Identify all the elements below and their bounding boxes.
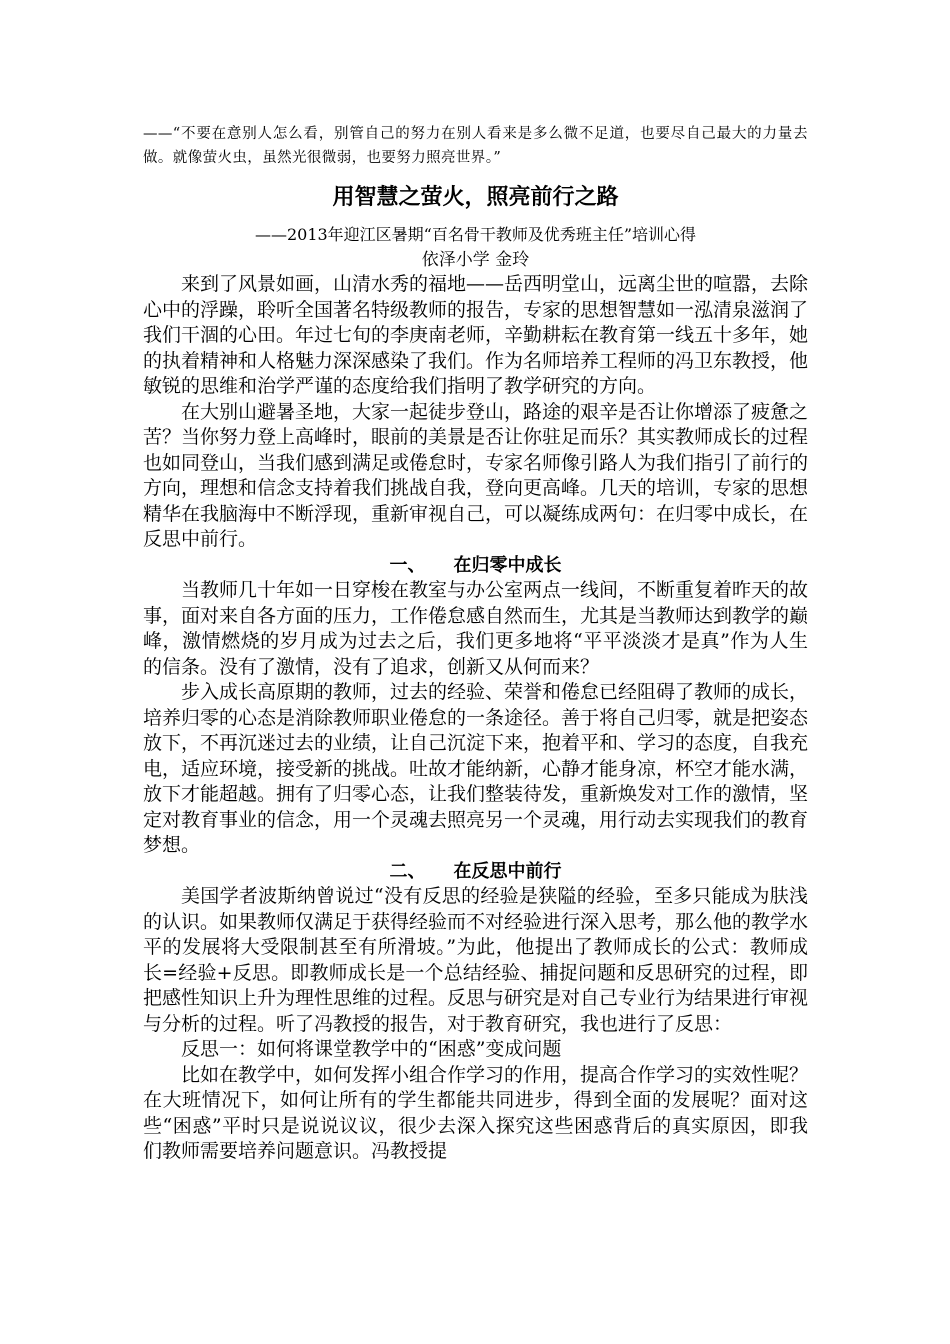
section1-paragraph-1: 当教师几十年如一日穿梭在教室与办公室两点一线间，不断重复着昨天的故事，面对来自各方面的压力，工作倦怠感自然而生，尤其是当教师达到教学的巅峰，激情燃烧的岁月成为过去之后，我们更多地将“平平淡淡才是真”作为人生的信条。没有了激情，没有了追求，创新又从何而来？	[143, 579, 809, 678]
document-page	[143, 118, 808, 1165]
epigraph: ——“不要在意别人怎么看，别管自己的努力在别人看来是多么微不足道，也要尽自己最大的力量去做。就像萤火虫，虽然光很微弱，也要努力照亮世界。”	[143, 126, 808, 166]
section2-paragraph-1: 美国学者波斯纳曾说过“没有反思的经验是狭隘的经验，至多只能成为肤浅的认识。如果教师仅满足于获得经验而不对经验进行深入思考，那么他的教学水平的发展将大受限制甚至有所滑坡。”为此，他提出了教师成长的公式：教师成长=经验+反思。即教师成长是一个总结经验、捕捉问题和反思研究的过程，即把感性知识上升为理性思维的过程。反思与研究是对自己专业行为结果进行审视与分析的过程。听了冯教授的报告，对于教育研究，我也进行了反思：	[143, 885, 809, 1035]
section-title: 在归零中成长	[453, 554, 562, 576]
section-number: 二、	[389, 860, 426, 882]
section1-paragraph-2: 步入成长高原期的教师，过去的经验、荣誉和倦怠已经阻碍了教师的成长，培养归零的心态是消除教师职业倦怠的一条途径。善于将自己归零，就是把姿态放下，不再沉迷过去的业绩，让自己沉淀下来，抱着平和、学习的态度，自我充电，适应环境，接受新的挑战。吐故才能纳新，心静才能身凉，杯空才能水满，放下才能超越。拥有了归零心态，让我们整装待发，重新焕发对工作的激情，坚定对教育事业的信念，用一个灵魂去照亮另一个灵魂，用行动去实现我们的教育梦想。	[143, 681, 809, 856]
section-heading-2	[143, 859, 808, 885]
intro-paragraph-2: 在大别山避暑圣地，大家一起徒步登山，路途的艰辛是否让你增添了疲惫之苦？当你努力登上高峰时，眼前的美景是否让你驻足而乐？其实教师成长的过程也如同登山，当我们感到满足或倦怠时，专家名师像引路人为我们指引了前行的方向，理想和信念支持着我们挑战自我，登向更高峰。几天的培训，专家的思想精华在我脑海中不断浮现，重新审视自己，可以凝练成两句：在归零中成长，在反思中前行。	[143, 400, 809, 550]
section-title: 在反思中前行	[453, 860, 562, 882]
section-heading-1	[143, 553, 808, 579]
intro-paragraph-1: 来到了风景如画，山清水秀的福地——岳西明堂山，远离尘世的喧嚣，去除心中的浮躁，聆听全国著名特级教师的报告，专家的思想智慧如一泓清泉滋润了我们干涸的心田。年过七旬的李庚南老师，辛勤耕耘在教育第一线五十多年，她的执着精神和人格魅力深深感染了我们。作为名师培养工程师的冯卫东教授，他敏锐的思维和治学严谨的态度给我们指明了教学研究的方向。	[143, 273, 809, 397]
document-title: 用智慧之萤火，照亮前行之路	[332, 185, 619, 210]
document-subtitle: ——2013年迎江区暑期“百名骨干教师及优秀班主任”培训心得	[254, 225, 697, 244]
author-line: 依泽小学 金玲	[421, 250, 530, 270]
section2-paragraph-3: 比如在教学中，如何发挥小组合作学习的作用，提高合作学习的实效性呢？在大班情况下，如何让所有的学生都能共同进步，得到全面的发展呢？面对这些“困惑”平时只是说说议议，很少去深入探究这些困惑背后的真实原因，即我们教师需要培养问题意识。冯教授提	[143, 1063, 809, 1162]
section2-paragraph-2: 反思一：如何将课堂教学中的“困惑”变成问题	[181, 1038, 562, 1060]
section-number: 一、	[389, 554, 426, 576]
